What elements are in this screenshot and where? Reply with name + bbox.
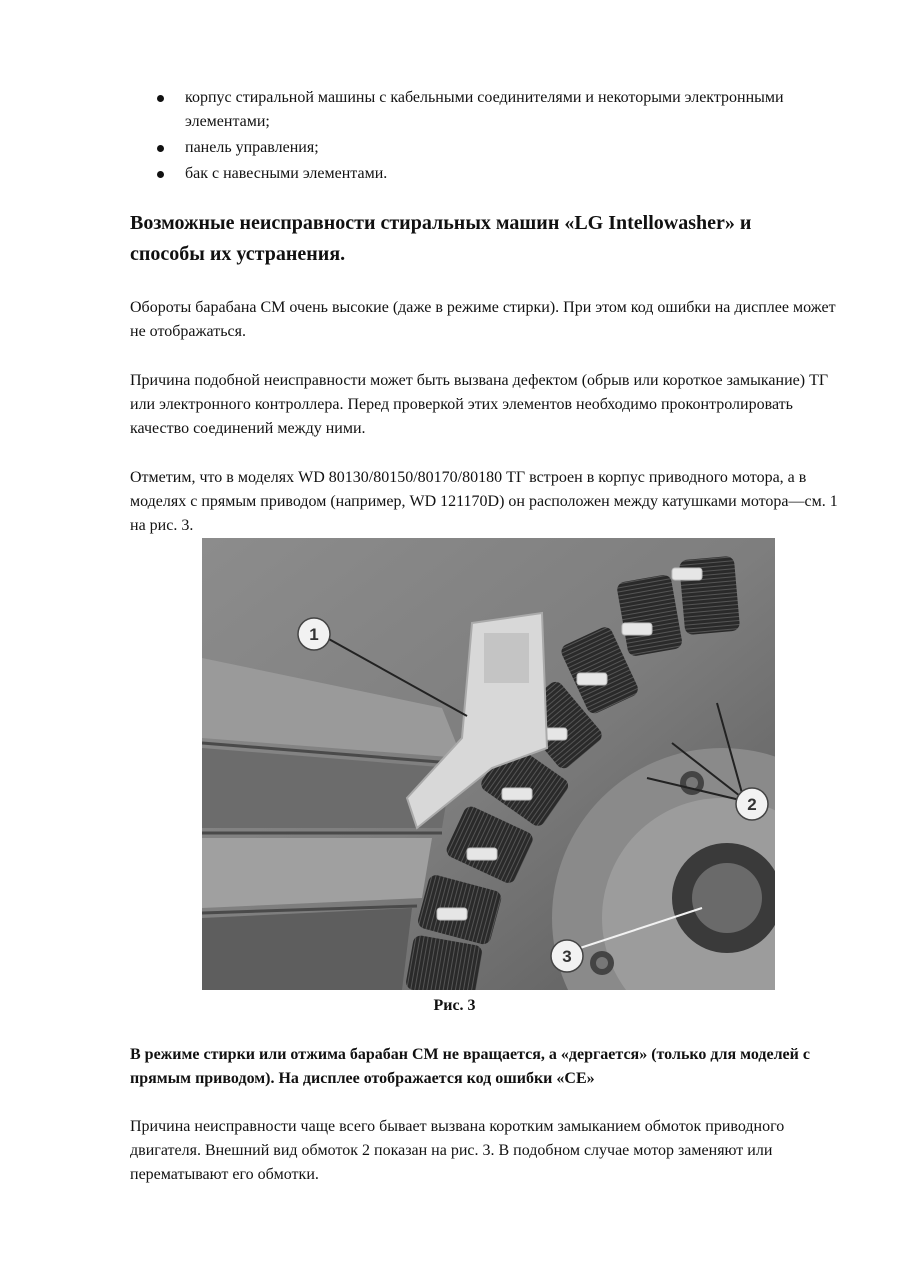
list-item: корпус стиральной машины с кабельными соединителями и некоторыми электронными элементами; (130, 86, 810, 134)
list-item: панель управления; (130, 136, 810, 160)
paragraph-symptom-jerking: В режиме стирки или отжима барабан СМ не вращается, а «дергается» (только для моделей с прямым приводом). На дисплее отображается код ошибки «СЕ» (130, 1046, 810, 1087)
motor-stator-photo (202, 538, 775, 990)
paragraph-models-note: Отметим, что в моделях WD 80130/80150/80170/80180 ТГ встроен в корпус приводного мотора, а в моделях с прямым приводом (например, WD 121170D) он расположен между катушками мотора—см. 1 на рис. 3. (130, 469, 838, 534)
component-list (130, 86, 810, 188)
paragraph-symptom-high-rpm: Обороты барабана СМ очень высокие (даже в режиме стирки). При этом код ошибки на дисплее может не отображаться. (130, 299, 836, 340)
callout-3-label: 3 (562, 947, 572, 966)
list-item: бак с навесными элементами. (130, 162, 810, 186)
callout-1-label: 1 (309, 625, 319, 644)
callout-2-label: 2 (747, 795, 757, 814)
bullet-icon (157, 95, 164, 102)
bullet-icon (157, 171, 164, 178)
motor-photo-figure (202, 538, 775, 990)
section-title: Возможные неисправности стиральных машин «LG Intellowasher» и способы их устранения. (130, 212, 752, 265)
paragraph-cause: Причина подобной неисправности может быть вызвана дефектом (обрыв или короткое замыкание) ТГ или электронного контроллера. Перед проверкой этих элементов необходимо проконтролировать качество соединений между ними. (130, 372, 829, 437)
bullet-icon (157, 145, 164, 152)
figure-caption: Рис. 3 (433, 997, 476, 1014)
paragraph-winding-fault: Причина неисправности чаще всего бывает вызвана коротким замыканием обмоток приводного двигателя. Внешний вид обмоток 2 показан на рис. 3. В подобном случае мотор заменяют или перематывают его обмотки. (130, 1118, 785, 1183)
